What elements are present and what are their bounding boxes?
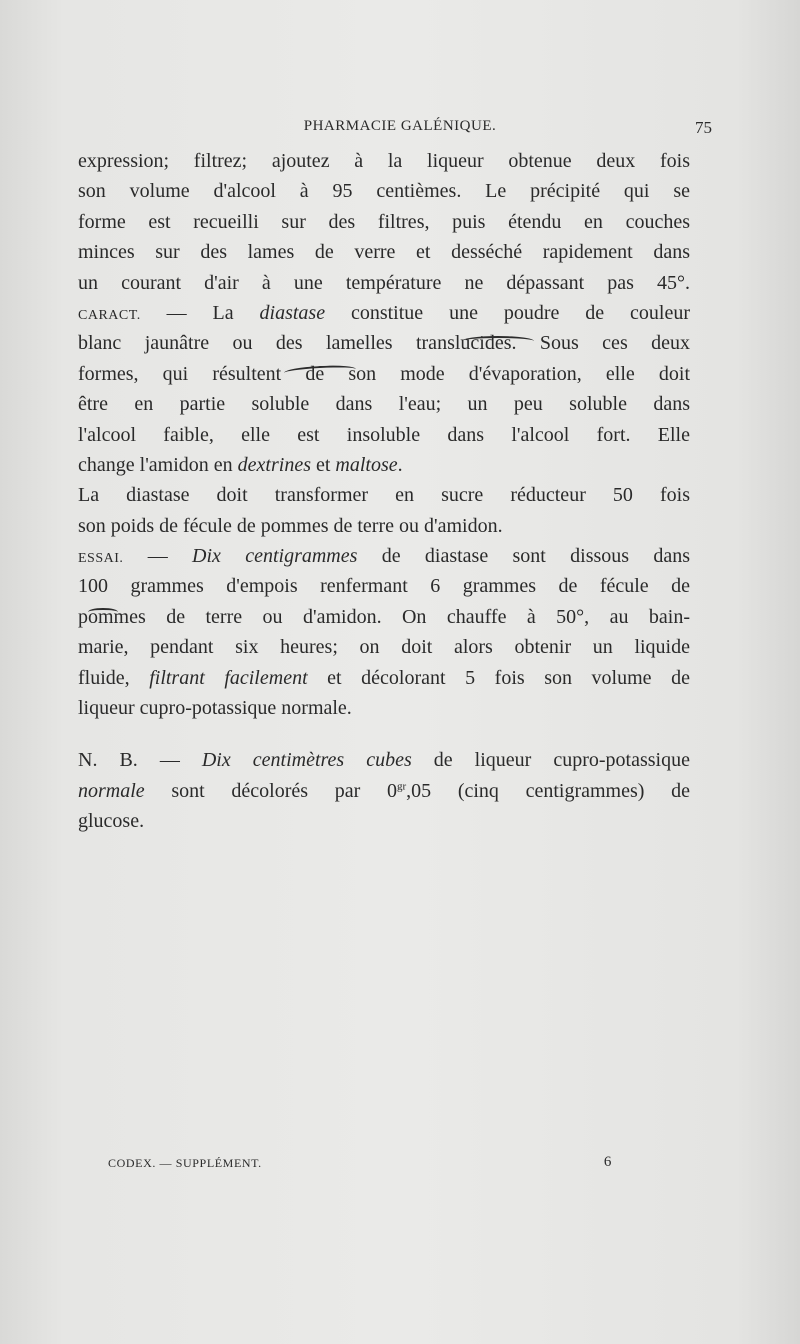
text-run: de liqueur cupro-potassique	[411, 749, 690, 772]
text-run: constitue une poudre de couleur	[325, 301, 690, 324]
text-run: et	[310, 453, 336, 476]
running-title: PHARMACIE GALÉNIQUE.	[303, 118, 497, 134]
italic-term: maltose	[335, 453, 398, 476]
text-line: 100 grammes d'empois renfermant 6 grammes de fécule de	[78, 575, 690, 598]
text-run: — La	[140, 301, 260, 324]
text-line: un courant d'air à une température ne dépassant pas 45°.	[78, 271, 690, 294]
italic-term: normale	[78, 779, 145, 802]
text-run: ,05 (cinq centigrammes) de	[406, 779, 691, 802]
italic-term: Dix centimètres cubes	[201, 749, 412, 772]
text-line: son volume d'alcool à 95 centièmes. Le précipité qui se	[78, 180, 690, 203]
paragraph-preparation	[78, 146, 690, 298]
text-run: —	[123, 545, 193, 568]
paragraph-caracteres	[78, 298, 690, 480]
footer-signature: CODEX. — SUPPLÉMENT.	[108, 1156, 262, 1170]
paragraph-spacer	[78, 723, 690, 745]
text-line: formes, qui résultent de son mode d'évaporation, elle doit	[78, 362, 690, 385]
section-lead: CARACT.	[78, 307, 141, 323]
text-run: —	[137, 749, 202, 772]
text-line	[78, 541, 690, 571]
text-line	[78, 298, 690, 328]
text-line: blanc jaunâtre ou des lamelles translucides. Sous ces deux	[78, 332, 690, 355]
paragraph-nota-bene	[78, 745, 690, 836]
text-run: de diastase sont dissous dans	[357, 545, 691, 568]
text-line: son poids de fécule de pommes de terre ou d'amidon.	[78, 514, 503, 537]
text-line: expression; filtrez; ajoutez à la liqueur obtenue deux fois	[78, 150, 690, 172]
text-line: glucose.	[78, 810, 145, 833]
text-line: l'alcool faible, elle est insoluble dans l'alcool fort. Elle	[78, 423, 690, 446]
page-number: 75	[695, 118, 712, 137]
pen-mark	[462, 336, 534, 346]
text-run: .	[397, 453, 403, 476]
text-line: pommes de terre ou d'amidon. On chauffe à 50°, au bain-	[78, 605, 690, 628]
page-footer	[108, 1156, 612, 1178]
text-run: sont décolorés par 0	[144, 779, 397, 802]
italic-term: diastase	[259, 301, 326, 324]
text-line	[78, 745, 690, 775]
text-run: change l'amidon en	[78, 453, 238, 476]
italic-term: dextrines	[237, 453, 311, 476]
text-line: liqueur cupro-potassique normale.	[78, 697, 352, 720]
text-line: forme est recueilli sur des filtres, puis étendu en couches	[78, 210, 690, 233]
italic-term: filtrant facilement	[149, 666, 308, 689]
running-header	[80, 116, 720, 140]
text-run: fluide,	[78, 666, 150, 689]
text-line: marie, pendant six heures; on doit alors obtenir un liquide	[78, 636, 690, 659]
unit-superscript: gr	[396, 780, 407, 793]
text-line	[78, 663, 690, 693]
section-lead: ESSAI.	[78, 551, 124, 567]
sheet-signature: 6	[603, 1154, 612, 1170]
text-run: et décolorant 5 fois son volume de	[307, 666, 690, 689]
body-text	[78, 146, 690, 837]
text-line	[78, 776, 690, 806]
paragraph-essai	[78, 541, 690, 723]
text-line	[78, 450, 690, 480]
section-lead: N. B.	[78, 749, 138, 772]
text-line: La diastase doit transformer en sucre réducteur 50 fois	[78, 484, 690, 507]
paragraph-transformation	[78, 480, 690, 541]
text-line: minces sur des lames de verre et desséché rapidement dans	[78, 241, 690, 264]
pen-mark	[88, 608, 118, 616]
text-line: être en partie soluble dans l'eau; un peu soluble dans	[78, 393, 690, 416]
italic-term: Dix centigrammes	[192, 545, 358, 568]
